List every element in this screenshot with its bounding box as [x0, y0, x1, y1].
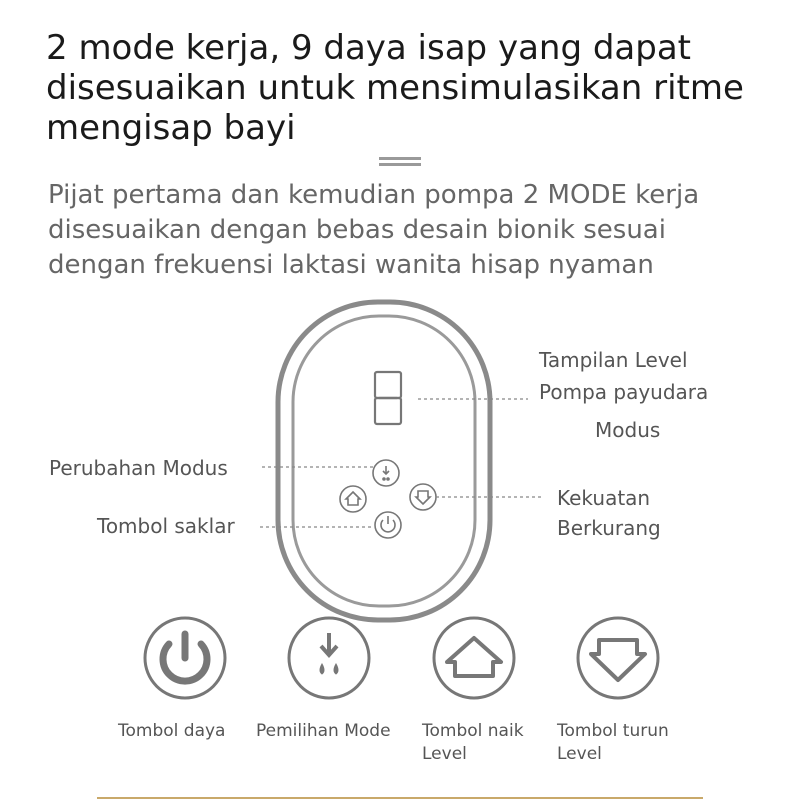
power-icon	[145, 618, 225, 698]
caption-level-up-line-2: Level	[422, 744, 467, 764]
caption-level-down-button	[557, 720, 669, 766]
device-button-mode	[373, 460, 399, 486]
callout-mode-change: Perubahan Modus	[49, 456, 228, 480]
button-icon-row	[0, 600, 800, 710]
seven-segment-display	[375, 372, 401, 424]
caption-power-line-1: Tombol daya	[118, 721, 226, 741]
device-button-up	[340, 486, 366, 512]
callout-strength-down-2: Berkurang	[557, 516, 661, 540]
headline-line-2: disesuaikan untuk mensimulasikan ritme	[46, 68, 744, 108]
caption-level-down-line-2: Level	[557, 744, 602, 764]
caption-level-up-line-1: Tombol naik	[422, 721, 524, 741]
device-button-power	[375, 512, 401, 538]
callout-power-switch: Tombol saklar	[97, 514, 235, 538]
caption-mode-button	[256, 720, 391, 743]
headline-line-3: mengisap bayi	[46, 108, 296, 148]
description-line-1: Pijat pertama dan kemudian pompa 2 MODE kerja	[48, 180, 700, 210]
description-line-3: dengan frekuensi laktasi wanita hisap nyaman	[48, 250, 654, 280]
headline-line-1: 2 mode kerja, 9 daya isap yang dapat	[46, 28, 692, 68]
caption-level-down-line-1: Tombol turun	[557, 721, 669, 741]
callout-level-display-1: Tampilan Level	[539, 348, 688, 372]
callout-level-display-3: Modus	[595, 418, 661, 442]
level-up-icon	[434, 618, 514, 698]
device-button-down	[410, 484, 436, 510]
caption-mode-line-1: Pemilihan Mode	[256, 721, 391, 741]
callout-strength-down-1: Kekuatan	[557, 486, 651, 510]
caption-power-button	[118, 720, 225, 743]
description-line-2: disesuaikan dengan bebas desain bionik sesuai	[48, 215, 666, 245]
mode-drop-icon	[289, 618, 369, 698]
caption-level-up-button	[422, 720, 524, 766]
level-down-icon	[578, 618, 658, 698]
callout-level-display-2: Pompa payudara	[539, 380, 709, 404]
bottom-accent-line	[97, 797, 703, 799]
